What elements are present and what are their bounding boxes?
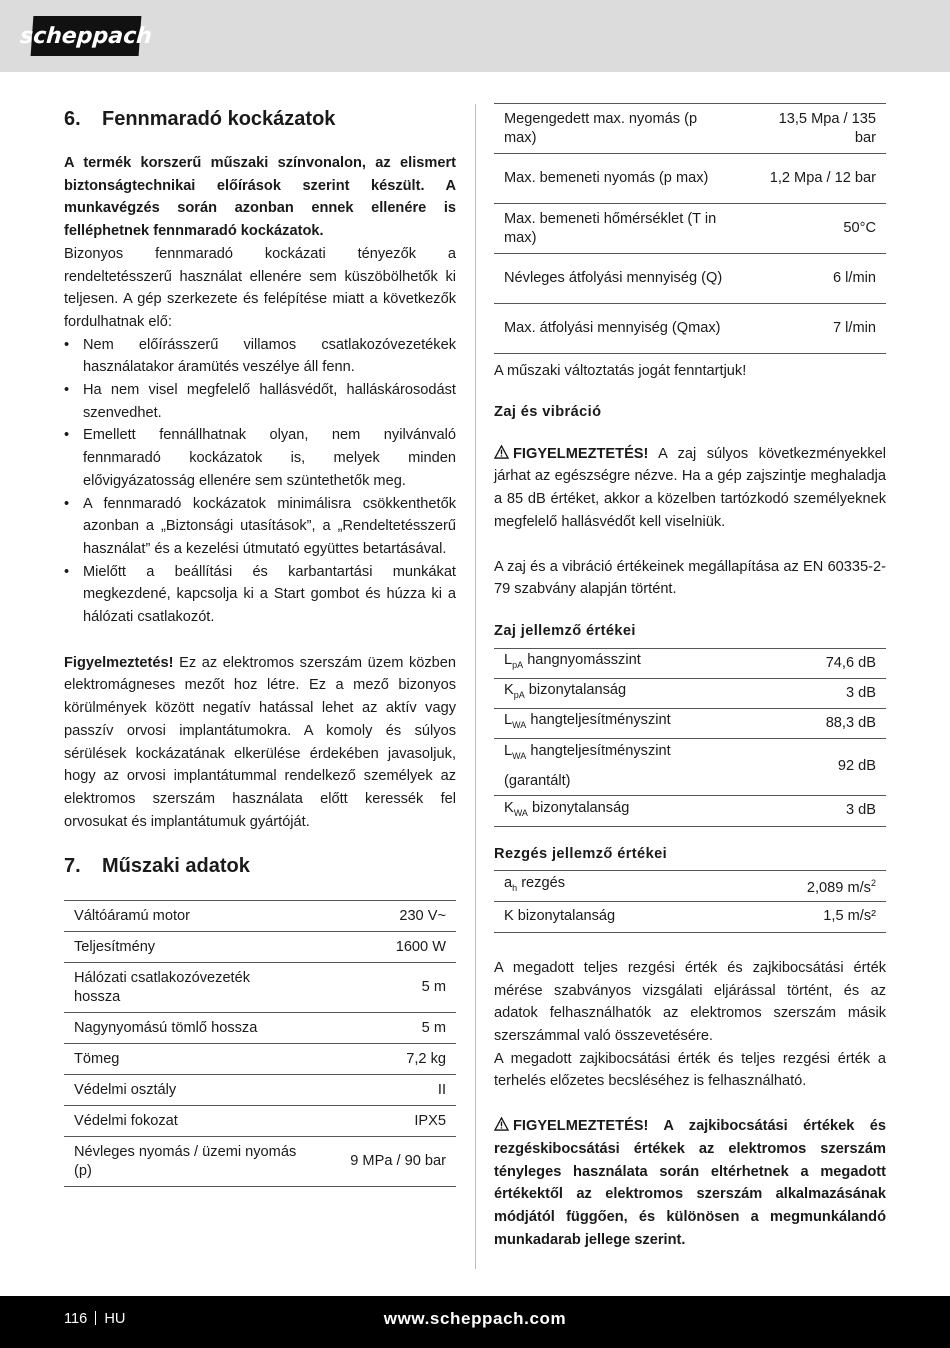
tech-label: Védelmi fokozat [64, 1106, 340, 1137]
section-6-heading [64, 108, 456, 131]
tech-data-table-continued [494, 103, 886, 354]
column-divider [475, 104, 476, 1269]
section-6-intro: Bizonyos fennmaradó kockázati tényezők a rendeltetésszerű használat ellenére sem küszöbölhetők ki teljesen. A gép szerkezete és felépítése miatt a következők fordulhatnak elő: [64, 245, 456, 330]
tech-label: Nagynyomású tömlő hossza [64, 1013, 340, 1044]
vibration-values-table [494, 870, 886, 933]
tech-label: Névleges nyomás / üzemi nyomás (p) [64, 1137, 340, 1187]
section-6-intro-bold: A termék korszerű műszaki színvonalon, az elismert biztonságtechnikai előírások szerint készült. A munkavégzés során azonban ennek ellenére is felléphetnek fennmaradó kockázatok. [64, 155, 456, 240]
noise-heading: Zaj és vibráció [494, 403, 602, 420]
table-row [494, 795, 886, 826]
final-warning-label: FIGYELMEZTETÉS! [513, 1118, 649, 1135]
noise-label: $L_{WA}$ hangteljesítményszint [494, 708, 816, 738]
section-6-title: Fennmaradó kockázatok [102, 108, 336, 130]
list-item: • Emellett fennállhatnak olyan, nem nyilvánvaló fennmaradó kockázatok is, melyek minden elővigyázatosság ellenére sem szüntethetők meg. [64, 424, 456, 492]
noise-value: 88,3 dB [816, 708, 886, 738]
table-row [494, 104, 886, 154]
reserve-note: A műszaki változtatás jogát fenntartjuk! [494, 363, 747, 379]
tech-value: IPX5 [340, 1106, 456, 1137]
noise-label: $K_{WA}$ bizonytalanság [494, 795, 816, 826]
table-row [494, 738, 886, 795]
section-7-title: Műszaki adatok [102, 855, 250, 878]
tech-value: II [340, 1075, 456, 1106]
left-column [64, 100, 456, 1187]
tech-label: Védelmi osztály [64, 1075, 340, 1106]
tech-value: 7,2 kg [340, 1044, 456, 1075]
noise-warning-label: FIGYELMEZTETÉS! [513, 445, 649, 462]
tech-value: 5 m [340, 963, 456, 1013]
noise-label: $L_{pA}$ hangnyomásszint [494, 648, 816, 678]
table-row [494, 648, 886, 678]
tech-label: Max. átfolyási mennyiség (Qmax) [494, 304, 756, 354]
section-6-number: 6. [64, 108, 81, 130]
emf-warning-text: Ez az elektromos szerszám üzem közben elektromágneses mezőt hoz létre. Ez a mező bizonyos körülmények között negatív hatással lehet az aktív vagy passzív orvosi implantátumokra. A komoly és súlyos sérülések kockázatának elkerülése érdekében javasoljuk, hogy az orvosi implantátummal rendelkező személyek az elektromos szerszám használata előtt keressék fel orvosukat és implantátumuk gyártóját. [64, 654, 456, 830]
noise-label: $K_{pA}$ bizonytalanság [494, 678, 816, 708]
final-warning-text: A zajkibocsátási értékek és rezgéskibocsátási értékek az elektromos szerszám tényleges használata során eltérhetnek a megadott értékektől az elektromos szerszám alkalmazásának módjától függően, és különösen a megmunkálandó munkadarab jellege szerint. [494, 1118, 886, 1248]
table-row [64, 901, 456, 932]
table-row [64, 1075, 456, 1106]
vibration-value: 1,5 m/s² [727, 901, 886, 932]
warning-triangle-icon [494, 445, 509, 459]
tech-label: Váltóáramú motor [64, 901, 340, 932]
warning-triangle-icon [494, 1117, 509, 1131]
table-row [64, 1044, 456, 1075]
vibration-value: 2,089 $m/s^2$ [727, 870, 886, 901]
tech-label: Max. bemeneti nyomás (p max) [494, 154, 756, 204]
language-code: HU [104, 1311, 126, 1327]
table-row [494, 154, 886, 204]
noise-warning-text: A zaj súlyos következményekkel járhat az egészségre nézve. Ha a gép zajszintje meghaladja a 85 dB értéket, akkor a közelben tartózkodó személyeknek megfelelő hallásvédőt kell viselniük. [494, 445, 886, 530]
website-link[interactable]: www.scheppach.com [383, 1309, 567, 1328]
measurement-paragraph: A megadott teljes rezgési érték és zajkibocsátási érték mérése szabványos vizsgálati eljárással történt, és az adatok felhasználhatók az elektromos szerszám másik szerszámmal való összevetésére. [494, 959, 886, 1045]
emf-warning [64, 652, 456, 834]
vibration-label: K bizonytalanság [494, 901, 727, 932]
tech-label: Max. bemeneti hőmérséklet (T in max) [494, 204, 756, 254]
list-item: • Ha nem visel megfelelő hallásvédőt, halláskárosodást szenvedhet. [64, 379, 456, 424]
section-7-heading [64, 855, 456, 878]
table-row [494, 678, 886, 708]
estimation-paragraph: A megadott zajkibocsátási érték és teljes rezgési érték a terhelés előzetes becsléséhez is felhasználható. [494, 1050, 886, 1090]
tech-value: 9 MPa / 90 bar [340, 1137, 456, 1187]
vibration-heading: Rezgés jellemző értékei [494, 845, 668, 862]
noise-warning [494, 443, 886, 534]
emf-warning-label: Figyelmeztetés! [64, 654, 174, 671]
tech-value: 7 l/min [756, 304, 886, 354]
table-row [64, 963, 456, 1013]
noise-value: 3 dB [816, 795, 886, 826]
list-item: • Nem előírásszerű villamos csatlakozóvezetékek használatakor áramütés veszélye áll fenn. [64, 334, 456, 379]
tech-label: Teljesítmény [64, 932, 340, 963]
tech-value: 13,5 Mpa / 135 bar [756, 104, 886, 154]
header-bar [0, 0, 950, 72]
risk-list [64, 334, 456, 629]
tech-label: Hálózati csatlakozóvezeték hossza [64, 963, 340, 1013]
table-row [494, 870, 886, 901]
table-row [64, 1106, 456, 1137]
right-column [494, 103, 886, 1251]
tech-value: 6 l/min [756, 254, 886, 304]
table-row [494, 708, 886, 738]
list-item: • Mielőtt a beállítási és karbantartási munkákat megkezdené, kapcsolja ki a Start gombot és húzza ki a hálózati csatlakozót. [64, 561, 456, 629]
noise-values-heading: Zaj jellemző értékei [494, 622, 636, 639]
section-7-number: 7. [64, 855, 81, 878]
tech-label: Tömeg [64, 1044, 340, 1075]
noise-values-table [494, 648, 886, 827]
tech-label: Névleges átfolyási mennyiség (Q) [494, 254, 756, 304]
standard-text: A zaj és a vibráció értékeinek megállapítása az EN 60335-2-79 szabvány alapján történt. [494, 558, 886, 598]
table-row [64, 1013, 456, 1044]
tech-data-table [64, 900, 456, 1187]
footer-bar [0, 1296, 950, 1348]
brand-logo: scheppach [31, 16, 142, 56]
noise-value: 74,6 dB [816, 648, 886, 678]
tech-value: 1600 W [340, 932, 456, 963]
table-row [64, 1137, 456, 1187]
table-row [494, 304, 886, 354]
tech-value: 50°C [756, 204, 886, 254]
tech-label: Megengedett max. nyomás (p max) [494, 104, 756, 154]
table-row [494, 204, 886, 254]
table-row [494, 254, 886, 304]
noise-value: 92 dB [816, 738, 886, 795]
final-warning [494, 1115, 886, 1251]
tech-value: 1,2 Mpa / 12 bar [756, 154, 886, 204]
list-item: • A fennmaradó kockázatok minimálisra csökkenthetők azonban a „Biztonsági utasítások”, a „Rendeltetésszerű használat” és a kezelési útmutató együttes betartásával. [64, 493, 456, 561]
page-number: 116 [64, 1311, 88, 1327]
vibration-label: $a_h$ rezgés [494, 870, 727, 901]
tech-value: 5 m [340, 1013, 456, 1044]
noise-label: $L_{WA}$ hangteljesítményszint (garantált) [494, 738, 816, 795]
table-row [64, 932, 456, 963]
noise-value: 3 dB [816, 678, 886, 708]
table-row [494, 901, 886, 932]
tech-value: 230 V~ [340, 901, 456, 932]
